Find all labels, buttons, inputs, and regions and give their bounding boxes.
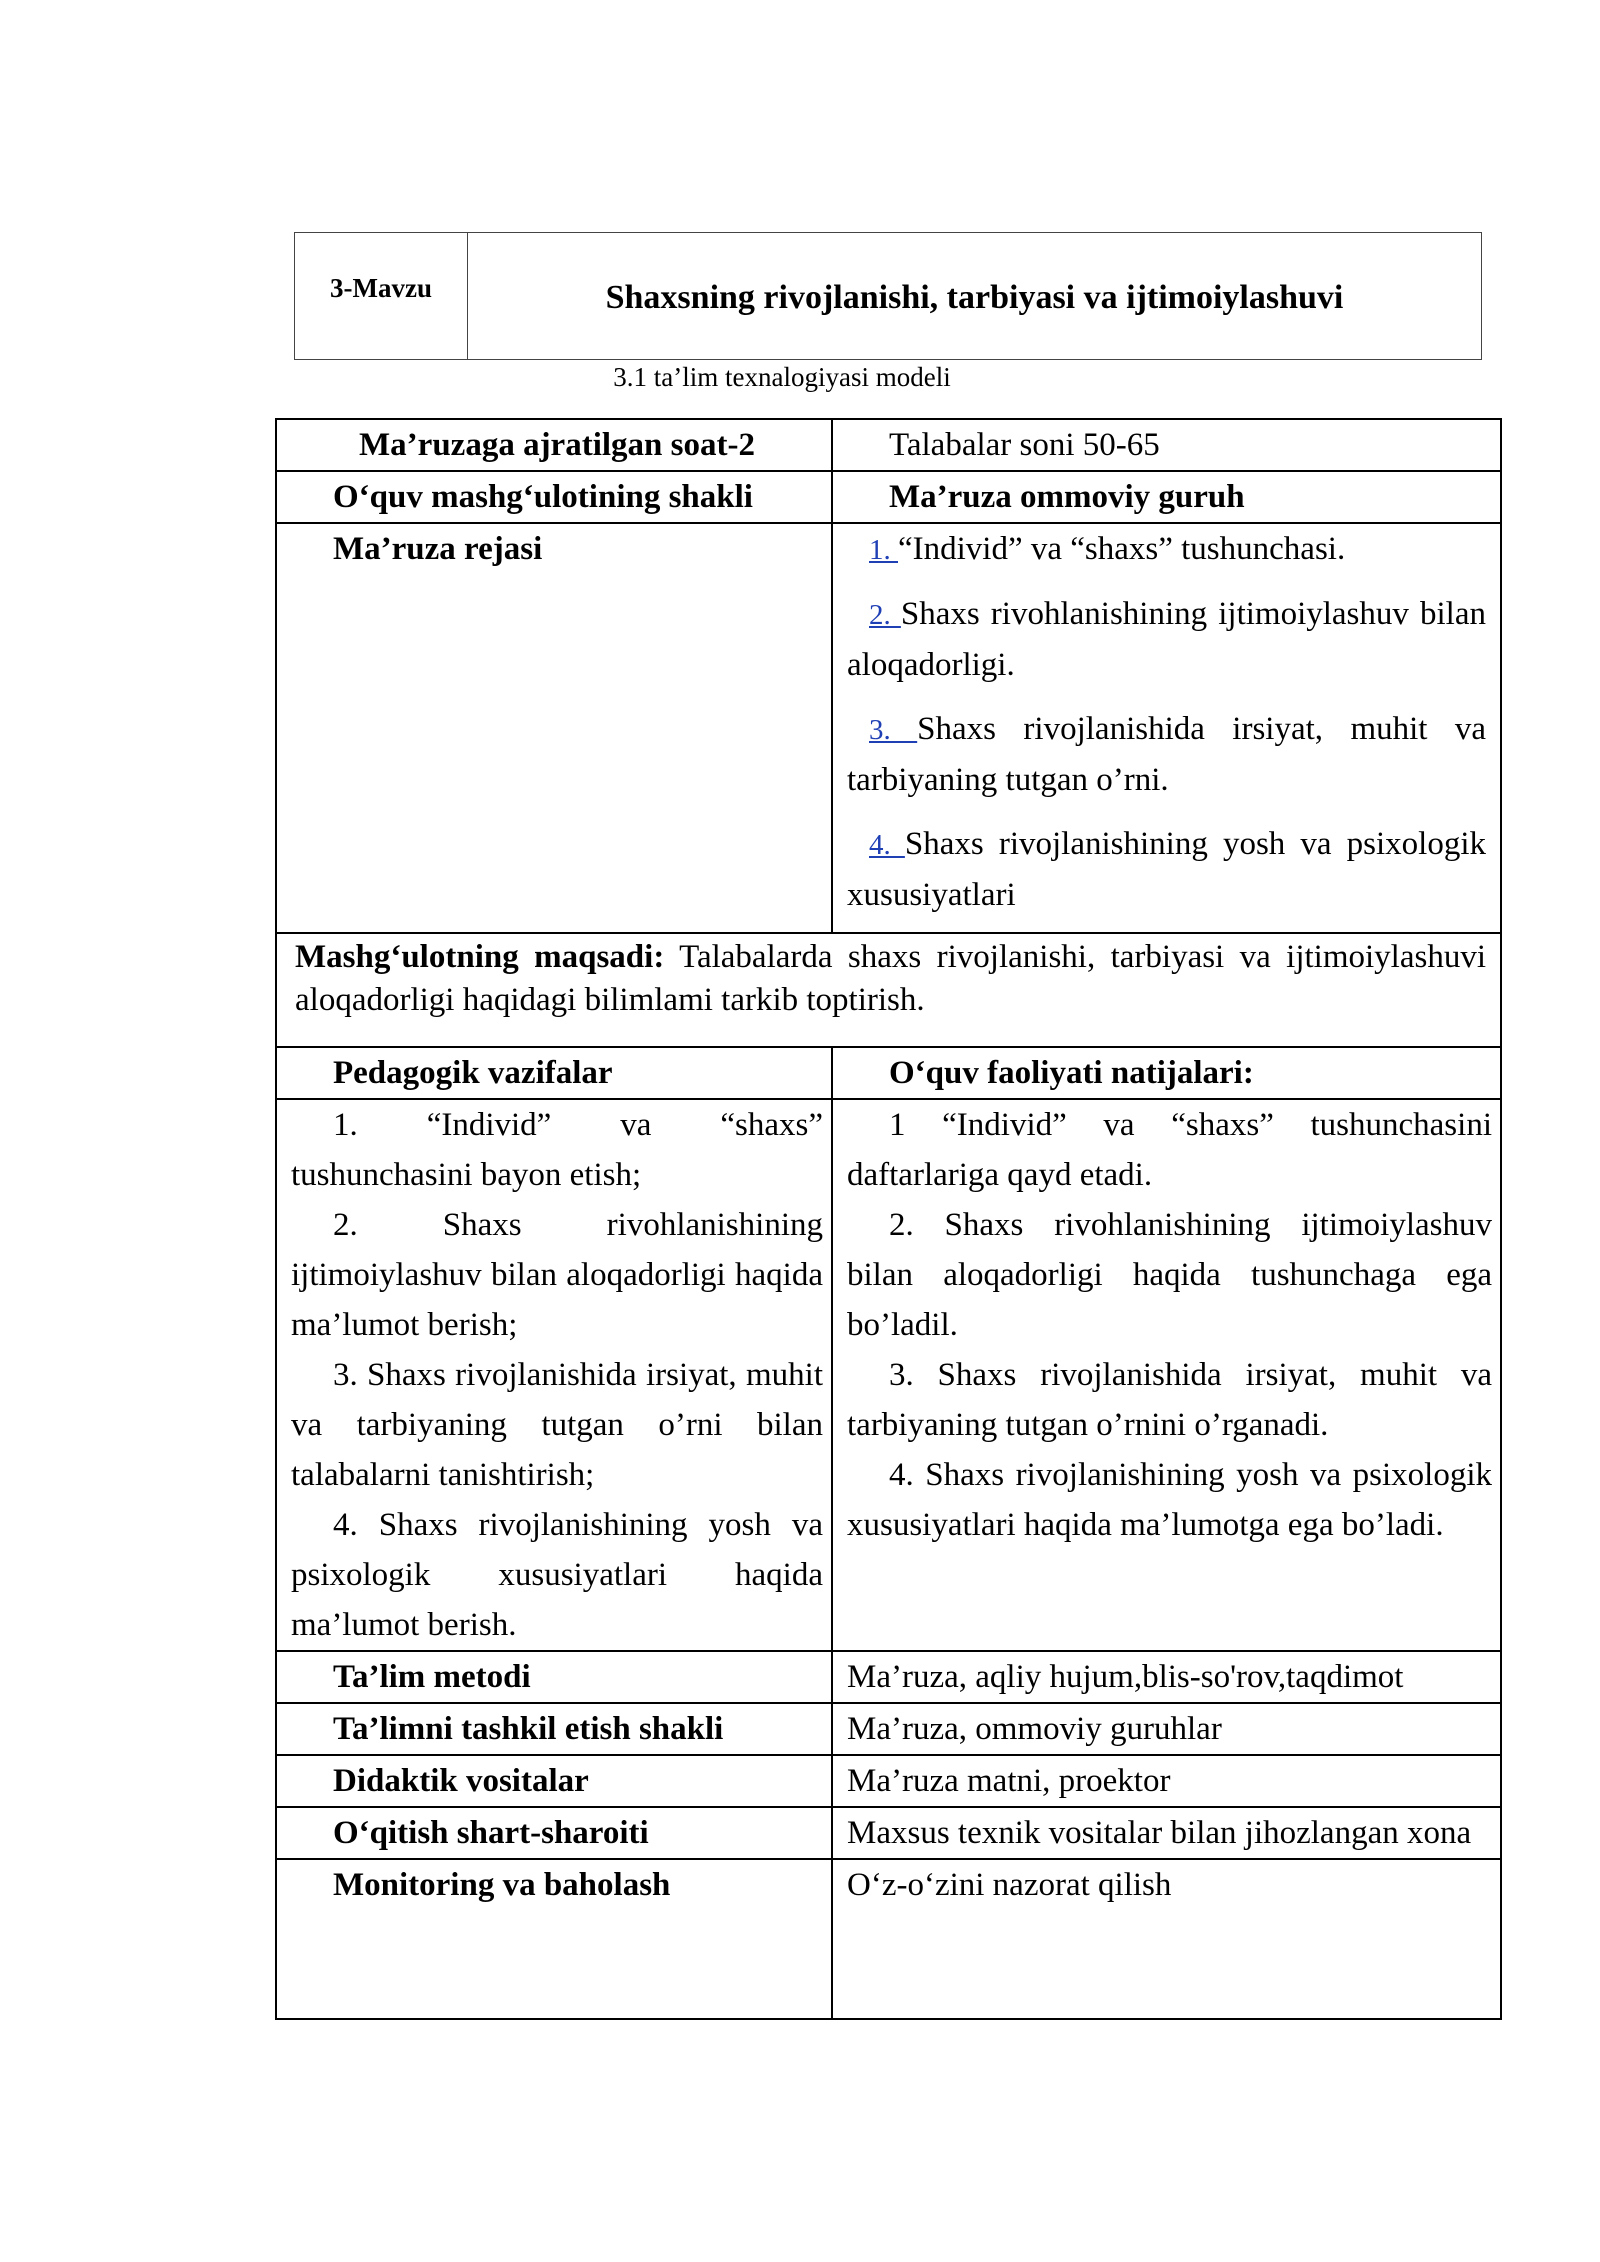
didactic-tools-value: Ma’ruza matni, proektor xyxy=(832,1755,1501,1807)
tasks-row xyxy=(276,1099,1501,1651)
form-label: O‘quv mashg‘ulotining shakli xyxy=(276,471,832,523)
pedagogical-task: 3. Shaxs rivojlanishida irsiyat, muhit va tarbiyaning tutgan o’rni bilan talabalarni tanishtirish; xyxy=(291,1357,823,1493)
hours-row xyxy=(276,419,1501,471)
goal-label: Mashg‘ulotning maqsadi: xyxy=(295,939,665,975)
goal-cell xyxy=(276,933,1501,1047)
plan-item xyxy=(847,704,1486,805)
plan-item-text: “Individ” va “shaxs” tushunchasi. xyxy=(898,531,1346,567)
tasks-header-row xyxy=(276,1047,1501,1099)
topic-header-table xyxy=(294,232,1482,360)
form-row xyxy=(276,471,1501,523)
monitoring-row xyxy=(276,1859,1501,2019)
plan-item xyxy=(847,589,1486,690)
learning-outcome: 1 “Individ” va “shaxs” tushunchasini daftarlariga qayd etadi. xyxy=(847,1107,1492,1193)
plan-item-number-link[interactable]: 3. xyxy=(869,714,918,746)
hours-label: Ma’ruzaga ajratilgan soat-2 xyxy=(276,419,832,471)
pedagogical-tasks-list xyxy=(276,1099,832,1651)
plan-item-text: Shaxs rivojlanishida irsiyat, muhit va tarbiyaning tutgan o’rni. xyxy=(847,711,1487,798)
model-subtitle xyxy=(0,362,1600,393)
plan-label: Ma’ruza rejasi xyxy=(276,523,832,933)
learning-outcome: 2. Shaxs rivohlanishining ijtimoiylashuv bilan aloqadorligi haqida tushunchaga ega bo’ladil. xyxy=(847,1207,1492,1343)
learning-outcome: 3. Shaxs rivojlanishida irsiyat, muhit va tarbiyaning tutgan o’rnini o’rganadi. xyxy=(847,1357,1492,1443)
conditions-value: Maxsus texnik vositalar bilan jihozlangan xona xyxy=(832,1807,1501,1859)
model-subtitle-text: 3.1 ta’lim texnalogiyasi modeli xyxy=(613,362,951,392)
lecture-model-table xyxy=(275,418,1502,2020)
plan-item-text: Shaxs rivojlanishining yosh va psixologik xususiyatlari xyxy=(847,826,1487,913)
pedagogical-tasks-header: Pedagogik vazifalar xyxy=(276,1047,832,1099)
learning-outcome: 4. Shaxs rivojlanishining yosh va psixologik xususiyatlari haqida ma’lumotga ega bo’ladi. xyxy=(847,1457,1492,1543)
plan-row xyxy=(276,523,1501,933)
goal-row xyxy=(276,933,1501,1047)
organization-label: Ta’limni tashkil etish shakli xyxy=(276,1703,832,1755)
conditions-label: O‘qitish shart-sharoiti xyxy=(276,1807,832,1859)
didactic-tools-label: Didaktik vositalar xyxy=(276,1755,832,1807)
plan-item-number-link[interactable]: 2. xyxy=(869,599,901,631)
learning-outcomes-list xyxy=(832,1099,1501,1651)
didactic-tools-row xyxy=(276,1755,1501,1807)
topic-number: 3-Mavzu xyxy=(295,233,468,360)
method-row xyxy=(276,1651,1501,1703)
students-count: Talabalar soni 50-65 xyxy=(832,419,1501,471)
method-value: Ma’ruza, aqliy hujum,blis-so'rov,taqdimot xyxy=(832,1651,1501,1703)
pedagogical-task: 2. Shaxs rivohlanishining ijtimoiylashuv bilan aloqadorligi haqida ma’lumot berish; xyxy=(291,1207,823,1343)
plan-list xyxy=(832,523,1501,933)
pedagogical-task: 1. “Individ” va “shaxs” tushunchasini bayon etish; xyxy=(291,1107,823,1193)
method-label: Ta’lim metodi xyxy=(276,1651,832,1703)
organization-value: Ma’ruza, ommoviy guruhlar xyxy=(832,1703,1501,1755)
form-value: Ma’ruza ommoviy guruh xyxy=(832,471,1501,523)
plan-item-number-link[interactable]: 1. xyxy=(869,534,898,566)
learning-outcomes-header: O‘quv faoliyati natijalari: xyxy=(832,1047,1501,1099)
organization-row xyxy=(276,1703,1501,1755)
plan-item xyxy=(847,819,1486,920)
pedagogical-task: 4. Shaxs rivojlanishining yosh va psixologik xususiyatlari haqida ma’lumot berish. xyxy=(291,1507,823,1643)
topic-title: Shaxsning rivojlanishi, tarbiyasi va ijtimoiylashuvi xyxy=(468,233,1482,360)
plan-item xyxy=(847,524,1486,575)
monitoring-label: Monitoring va baholash xyxy=(276,1859,832,2019)
monitoring-value: O‘z-o‘zini nazorat qilish xyxy=(832,1859,1501,2019)
plan-item-number-link[interactable]: 4. xyxy=(869,829,905,861)
plan-item-text: Shaxs rivohlanishining ijtimoiylashuv bilan aloqadorligi. xyxy=(847,596,1486,683)
goal-text: Talabalarda shaxs rivojlanishi, tarbiyasi va ijtimoiylashuvi aloqadorligi haqidagi bilimlami tarkib toptirish. xyxy=(295,939,1486,1018)
conditions-row xyxy=(276,1807,1501,1859)
